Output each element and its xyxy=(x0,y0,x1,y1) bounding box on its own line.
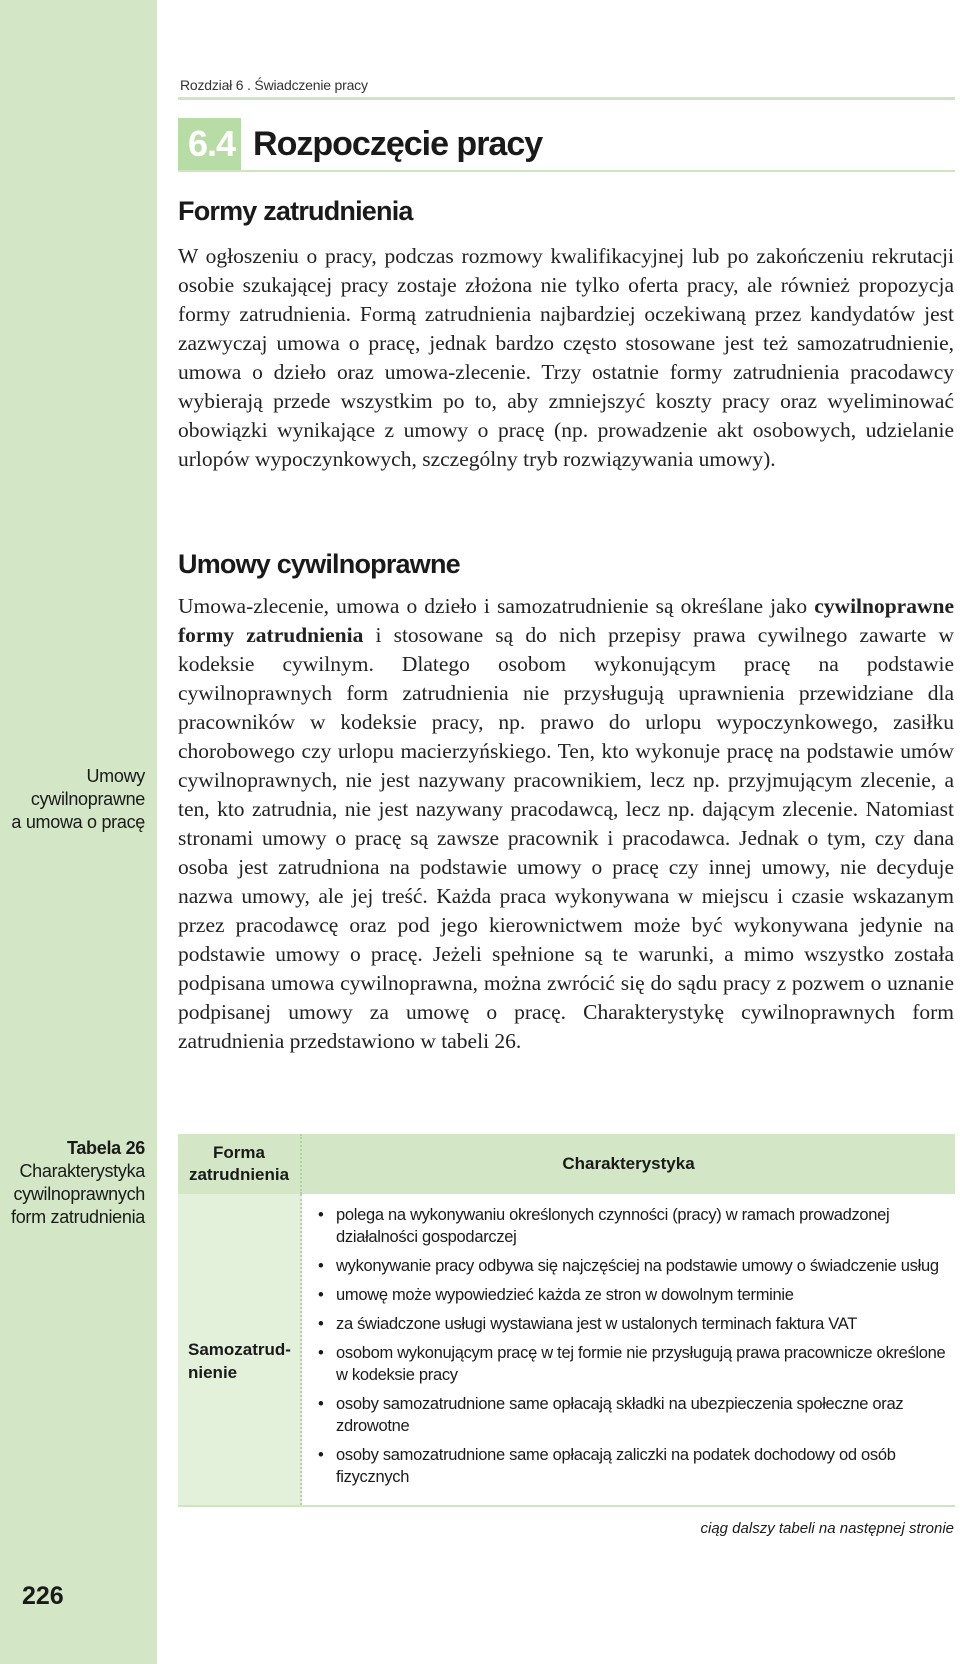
side-note-table-caption xyxy=(0,1137,145,1229)
section-title-umowy: Umowy cywilnoprawne xyxy=(178,549,460,579)
header-cell-forma: Forma zatrudnienia xyxy=(178,1134,302,1194)
characteristics-list xyxy=(316,1204,947,1488)
list-item: • wykonywanie pracy odbywa się najczęściej na podstawie umowy o świadczenie usług xyxy=(316,1255,947,1277)
table-row xyxy=(178,1194,955,1505)
side-note-line: cywilnoprawne xyxy=(30,789,145,809)
list-item: • osoby samozatrudnione same opłacają składki na ubezpieczenia społeczne oraz zdrowotne xyxy=(316,1393,947,1437)
chapter-title: Rozpoczęcie pracy xyxy=(253,124,543,163)
paragraph-text-end: i stosowane są do nich przepisy prawa cywilnego zawarte w kodeksie cywilnym. Dlatego osobom wykonującym pracę na podstawie cywilnoprawnych form zatrudnienia nie przysługują uprawnienia przewidziane dla pracowników w kodeksie pracy, np. prawo do urlopu wypoczynkowego, zasiłku chorobowego czy urlopu macierzyńskiego. Ten, kto wykonuje pracę na podstawie umów cywilnoprawnych, nie jest nazywany pracownikiem, lecz np. przyjmującym zlecenie, a ten, kto zatrudnia, nie jest nazywany pracodawcą, lecz np. dającym zlecenie. Natomiast stronami umowy o pracę są zawsze pracownik i pracodawca. Jednak o tym, czy dana osoba jest zatrudniona na podstawie umowy o pracę czy innej umowy, nie decyduje nazwa umowy, ale jej treść. Każda praca wykonywana w miejscu i czasie wskazanym przez pracodawcę oraz pod jego kierownictwem może być wykonywana jedynie na podstawie umowy o pracę. Jeżeli spełnione są te warunki, a mimo wszystko została podpisana umowa cywilnoprawna, można zwrócić się do sądu pracy z pozwem o uznanie podpisanej umowy za umowę o pracę. Charakterystykę cywilnoprawnych form zatrudnienia przedstawiono w tabeli 26. xyxy=(178,623,954,1053)
table-caption-line: Charakterystyka xyxy=(19,1161,145,1181)
table-header-row xyxy=(178,1134,955,1194)
paragraph-text-start: Umowa-zlecenie, umowa o dzieło i samozatrudnienie są określane jako xyxy=(178,594,815,618)
paragraph-text xyxy=(178,592,954,1056)
chapter-heading xyxy=(178,118,542,170)
header-divider xyxy=(178,97,955,100)
side-note-line: Umowy xyxy=(86,766,145,786)
list-item: • za świadczone usługi wystawiana jest w ustalonych terminach faktura VAT xyxy=(316,1313,947,1335)
table-caption-line: cywilnoprawnych xyxy=(13,1184,145,1204)
table-caption-line: form zatrudnienia xyxy=(11,1207,145,1227)
table-bottom-rule xyxy=(178,1505,955,1507)
list-item: • umowę może wypowiedzieć każda ze stron w dowolnym terminie xyxy=(316,1284,947,1306)
list-item: • osobom wykonującym pracę w tej formie nie przysługują prawa pracownicze określone w kodeksie pracy xyxy=(316,1342,947,1386)
list-item: • osoby samozatrudnione same opłacają zaliczki na podatek dochodowy od osób fizycznych xyxy=(316,1444,947,1488)
paragraph-bold-term: cywilnoprawne formy zatrudnienia xyxy=(178,594,954,647)
table-26 xyxy=(178,1134,955,1507)
page-number: 226 xyxy=(22,1582,64,1610)
chapter-number: 6.4 xyxy=(178,118,241,170)
list-item: • polega na wykonywaniu określonych czynności (pracy) w ramach prowadzonej działalności gospodarczej xyxy=(316,1204,947,1248)
header-cell-charakterystyka: Charakterystyka xyxy=(562,1154,695,1173)
paragraph-text: W ogłoszeniu o pracy, podczas rozmowy kwalifikacyjnej lub po zakończeniu rekrutacji osobie szukającej pracy zostaje złożona nie tylko oferta pracy, ale również propozycja formy zatrudnienia. Formą zatrudnienia najbardziej oczekiwaną przez kandydatów jest zazwyczaj umowa o pracę, jednak bardzo często stosowane jest też samozatrudnienie, umowa o dzieło oraz umowa-zlecenie. Trzy ostatnie formy zatrudnienia pracodawcy wybierają przede wszystkim po to, aby zmniejszyć koszty pracy oraz wyeliminować obowiązki wynikające z umowy o pracę (np. prowadzenie akt osobowych, udzielanie urlopów wypoczynkowych, szczególny tryb rozwiązywania umowy). xyxy=(178,244,954,471)
section-title-formy: Formy zatrudnienia xyxy=(178,196,413,226)
side-note-line: a umowa o pracę xyxy=(11,812,145,832)
paragraph-formy xyxy=(178,242,954,474)
table-continued-note: ciąg dalszy tabeli na następnej stronie xyxy=(700,1520,954,1537)
row-characteristics-cell xyxy=(302,1194,955,1505)
paragraph-umowy xyxy=(178,592,954,1056)
running-head: Rozdział 6 . Świadczenie pracy xyxy=(180,77,368,93)
chapter-divider xyxy=(178,170,955,172)
row-form-cell: Samozatrudnienie xyxy=(178,1194,302,1505)
table-label: Tabela 26 xyxy=(66,1138,145,1158)
side-note-umowy xyxy=(0,765,145,834)
